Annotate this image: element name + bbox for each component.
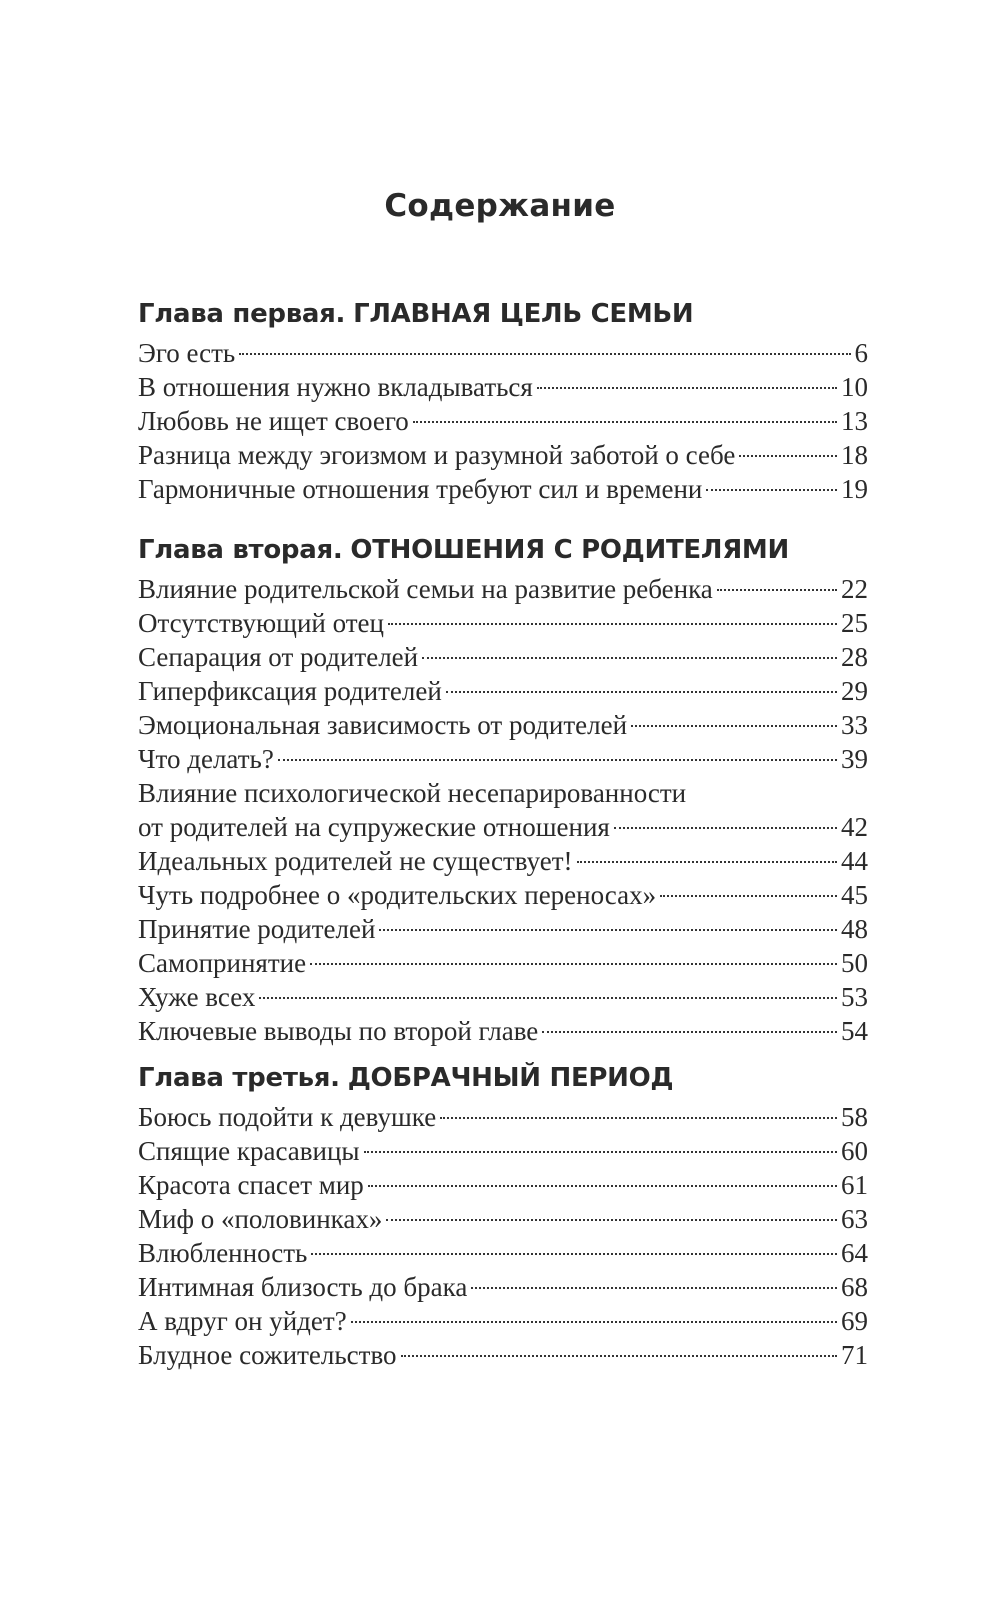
dot-leader <box>379 929 837 931</box>
entry-title: Красота спасет мир <box>138 1170 364 1200</box>
toc-entry[interactable] <box>138 1236 868 1270</box>
toc-entry[interactable] <box>138 1134 868 1168</box>
dot-leader <box>386 1219 837 1221</box>
entry-title: Боюсь подойти к девушке <box>138 1102 437 1132</box>
page-number: 28 <box>841 642 868 672</box>
page-number: 18 <box>841 440 868 470</box>
page-number: 63 <box>841 1204 868 1234</box>
dot-leader <box>311 1253 837 1255</box>
toc-entry[interactable] <box>138 1014 868 1048</box>
dot-leader <box>310 963 837 965</box>
dot-leader <box>706 489 837 491</box>
page-number: 44 <box>841 846 868 876</box>
chapter-heading <box>138 292 868 336</box>
dot-leader <box>717 589 837 591</box>
toc-entry[interactable] <box>138 878 868 912</box>
toc-entry[interactable] <box>138 946 868 980</box>
dot-leader <box>471 1287 837 1289</box>
toc-entry[interactable] <box>138 742 868 776</box>
entry-title-line1: Влияние психологической несепарированности <box>138 778 687 808</box>
entry-title: Самопринятие <box>138 948 307 978</box>
entry-title: Чуть подробнее о «родительских переносах» <box>138 880 657 910</box>
toc-entry[interactable] <box>138 438 868 472</box>
toc-entry[interactable] <box>138 1270 868 1304</box>
chapter-name: ГЛАВНАЯ ЦЕЛЬ СЕМЬИ <box>353 299 694 329</box>
toc-entry[interactable] <box>138 606 868 640</box>
chapter-2 <box>138 528 868 1048</box>
toc-entry[interactable] <box>138 708 868 742</box>
page-number: 68 <box>841 1272 868 1302</box>
dot-leader <box>631 725 837 727</box>
dot-leader <box>278 759 837 761</box>
dot-leader <box>388 623 837 625</box>
toc-entry[interactable] <box>138 1202 868 1236</box>
page-number: 22 <box>841 574 868 604</box>
toc-entry-line2 <box>138 810 868 844</box>
entry-title: Гармоничные отношения требуют сил и времени <box>138 474 703 504</box>
page-number: 42 <box>841 812 868 842</box>
chapter-name: ОТНОШЕНИЯ С РОДИТЕЛЯМИ <box>350 535 789 565</box>
toc-entry[interactable] <box>138 912 868 946</box>
toc-entry[interactable] <box>138 472 868 506</box>
page-number: 25 <box>841 608 868 638</box>
entry-title: Влюбленность <box>138 1238 308 1268</box>
toc-entry[interactable] <box>138 336 868 370</box>
entry-title: Что делать? <box>138 744 274 774</box>
dot-leader <box>660 895 837 897</box>
toc-entry[interactable] <box>138 1304 868 1338</box>
page-number: 48 <box>841 914 868 944</box>
entry-title: Влияние родительской семьи на развитие ребенка <box>138 574 713 604</box>
dot-leader <box>351 1321 837 1323</box>
page-number: 71 <box>841 1340 868 1370</box>
entry-title: Миф о «половинках» <box>138 1204 383 1234</box>
page-number: 53 <box>841 982 868 1012</box>
entry-title: Идеальных родителей не существует! <box>138 846 573 876</box>
toc-entry[interactable] <box>138 572 868 606</box>
dot-leader <box>446 691 837 693</box>
chapter-heading <box>138 1056 868 1100</box>
entry-title: В отношения нужно вкладываться <box>138 372 533 402</box>
dot-leader <box>537 387 837 389</box>
page-number: 33 <box>841 710 868 740</box>
chapter-label: Глава третья. <box>138 1063 340 1093</box>
toc-entry[interactable] <box>138 980 868 1014</box>
toc-entry[interactable] <box>138 844 868 878</box>
page-number: 19 <box>841 474 868 504</box>
dot-leader <box>739 455 837 457</box>
entry-title: Разница между эгоизмом и разумной заботой о себе <box>138 440 736 470</box>
dot-leader <box>259 997 837 999</box>
entry-title: А вдруг он уйдет? <box>138 1306 347 1336</box>
toc-entry[interactable] <box>138 1338 868 1372</box>
entry-title: Блудное сожительство <box>138 1340 397 1370</box>
dot-leader <box>239 353 850 355</box>
toc-entry[interactable] <box>138 640 868 674</box>
toc-entry[interactable] <box>138 674 868 708</box>
dot-leader <box>614 827 837 829</box>
page-number: 45 <box>841 880 868 910</box>
page-number: 54 <box>841 1016 868 1046</box>
chapter-1 <box>138 292 868 506</box>
page-number: 61 <box>841 1170 868 1200</box>
entry-title: Эго есть <box>138 338 236 368</box>
dot-leader <box>413 421 837 423</box>
entry-title: Сепарация от родителей <box>138 642 419 672</box>
toc-entry[interactable] <box>138 1168 868 1202</box>
page-number: 10 <box>841 372 868 402</box>
toc-entry-multiline[interactable] <box>138 776 868 844</box>
page-number: 29 <box>841 676 868 706</box>
chapter-name: ДОБРАЧНЫЙ ПЕРИОД <box>347 1063 674 1093</box>
entry-title: Хуже всех <box>138 982 256 1012</box>
toc-entry[interactable] <box>138 370 868 404</box>
toc-entry[interactable] <box>138 1100 868 1134</box>
entry-title: Эмоциональная зависимость от родителей <box>138 710 628 740</box>
entry-title: Интимная близость до брака <box>138 1272 468 1302</box>
chapter-heading <box>138 528 868 572</box>
page-number: 64 <box>841 1238 868 1268</box>
page-number: 39 <box>841 744 868 774</box>
page-number: 58 <box>841 1102 868 1132</box>
entry-title: Принятие родителей <box>138 914 376 944</box>
entry-title: Ключевые выводы по второй главе <box>138 1016 539 1046</box>
dot-leader <box>542 1031 837 1033</box>
entry-title: Отсутствующий отец <box>138 608 384 638</box>
dot-leader <box>401 1355 837 1357</box>
entry-title: Спящие красавицы <box>138 1136 360 1166</box>
chapter-label: Глава вторая. <box>138 535 343 565</box>
page-number: 13 <box>841 406 868 436</box>
page-number: 6 <box>854 338 868 368</box>
dot-leader <box>368 1185 837 1187</box>
chapter-label: Глава первая. <box>138 299 346 329</box>
entry-title: Гиперфиксация родителей <box>138 676 442 706</box>
entry-title: Любовь не ищет своего <box>138 406 409 436</box>
dot-leader <box>422 657 837 659</box>
page-number: 69 <box>841 1306 868 1336</box>
dot-leader <box>364 1151 837 1153</box>
dot-leader <box>577 861 837 863</box>
page-number: 60 <box>841 1136 868 1166</box>
dot-leader <box>440 1117 837 1119</box>
page-number: 50 <box>841 948 868 978</box>
chapter-3 <box>138 1056 868 1372</box>
entry-title: от родителей на супружеские отношения <box>138 812 610 842</box>
page-title: Содержание <box>384 188 616 224</box>
toc-entry[interactable] <box>138 404 868 438</box>
